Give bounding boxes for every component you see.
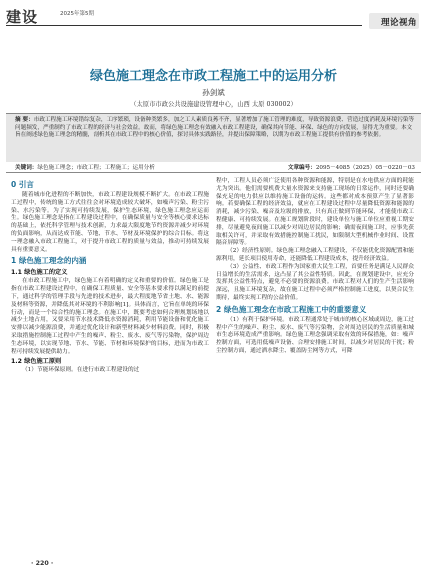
abstract-label: 摘 要： bbox=[15, 117, 34, 123]
article-number-text: 2095－4085（2025）05－0220－03 bbox=[315, 165, 415, 171]
keywords-text: 绿色施工理念；市政工程；工程施工；运用分析 bbox=[37, 165, 155, 171]
paragraph-r2: （2）经济性原则。绿色施工理念融入工程建设，不仅能优化资源配置和能源利用，延长项目使用寿命，还能降低工程建设成本，提升经济效益。 bbox=[216, 248, 414, 262]
author-affiliation: （太原市市政公共设施建设管理中心，山西 太原 030002） bbox=[130, 101, 297, 108]
subsection-heading-1-2: 1.2 绿色施工原则 bbox=[11, 358, 62, 366]
issue-label: 2025年第5期 bbox=[60, 11, 94, 17]
abstract-box bbox=[6, 113, 421, 162]
article-number bbox=[288, 163, 415, 171]
subsection-heading-1-1: 1.1 绿色施工的定义 bbox=[11, 269, 68, 277]
paragraph-1-1: 在市政工程施工中，绿色施工有着明确的定义和重要的价值。绿色施工是指在市政工程建设过程中，在确保工程质量、安全等基本要求得以满足的前提下，通过科学的管理手段与先进的技术进步，最大程度地节省土地、水、能源及材料等资源，并降低其对环境的不利影响[1]。具体而言，它旨在单纯的环保行动，而是一个综合性的施工理念。在施工中，既要考虑如何合理规划场地以减少土地占用，又要采用节水技术降低水资源消耗，利用节能设备和优化施工安排以减少能源浪费，并通过优化设计和新型材料减少材料浪费。同时，积极采取措施控制施工过程中产生的噪声、粉尘、废水、废气等污染物，保护周边生态环境，以实现节地、节水、节能、节材和环境保护的目标，进而为市政工程可持续发展提供助力。 bbox=[11, 278, 209, 355]
page-header bbox=[0, 0, 427, 44]
journal-logo: 建设 bbox=[6, 8, 39, 26]
header-rule bbox=[6, 25, 362, 26]
section-heading-intro: 0 引言 bbox=[11, 180, 34, 189]
author-name: 孙剑斌 bbox=[202, 88, 225, 97]
paragraph-r1: 程中，工程人员必须广泛使用各种资源和能源，特别是在水电供应方面的耗能尤为突出。他们需要机费大量水资源来支持施工现场的日常运作，同时还要确保充足的电力供应以维持施工设备的运转。这些都对成本预算产生了显著影响。若要确保工程的经济效益，就应在工程建设过程中尽量降低资源和能源的消耗，减少污染、噪音及垃圾的排放，只有真正做到节能环保，才能使市政工程健康、可持续发展。在施工规划阶段时，建设单位与施工单位应重视工期安排，尽量避免夜间施工以减少对周边居民的影响；确需夜间施工时，应事先获取相关许可，并采取有效措施控制施工扰民，如限制大型机械作业时间、设置隔音屏障等。 bbox=[216, 178, 414, 247]
keywords bbox=[15, 163, 155, 171]
article-number-label: 文章编号： bbox=[287, 165, 316, 171]
paper-title: 绿色施工理念在市政工程施工中的运用分析 bbox=[89, 69, 337, 84]
abstract-text: 市政工程施工环境错综复杂，工序繁琐，设备种类繁多，加之工人素质良莠不齐，显著增加了施工管理的难度，导致资源浪费、营造过度消耗及环境污染等问题频发，严重制约了市政工程的经济与社会效益。故而，将绿色施工理念有效融入市政工程建设，确保其向节能、环保、绿色的方向发展，显得尤为重要。本文旨在阐述绿色施工理念的精髓，剖析其在市政工程中的核心价值，探讨具体实践路径，并提出保障策略，以期为市政工程施工提供有价值的参考依据。 bbox=[15, 117, 415, 139]
section-heading-1: 1 绿色施工理念的内涵 bbox=[11, 256, 87, 266]
paragraph-r4: （1）有利于保护环境。市政工程通常处于城市的核心区域或周边，施工过程中产生的噪声、粉尘、废水、废气等污染物，会对周边居民的生活质量和城市生态环境造成严重影响。绿色施工理念强调采取有效的环保措施，如：噪声控制方面，可选用低噪声设备、合理安排施工时间，以减少对居民的干扰；粉尘控制方面，通过洒水降尘、覆盖防尘网等方式，可降 bbox=[216, 316, 414, 354]
section-heading-2: 2 绿色施工理念在市政工程施工中的重要意义 bbox=[216, 304, 367, 314]
intro-paragraph: 随着城市化进程的不断加快，市政工程建设规模不断扩大。在市政工程施工过程中，传统的施工方式往往会对环境造成较大破坏，如噪声污染、粉尘污染、水污染等。为了实现可持续发展，保护生态环境，绿色施工理念应运而生。绿色施工理念是指在工程建设过程中，在确保质量与安全等核心要求达标的基础上，依托科学管理与技术创新，力求最大限度地节约资源并减少对环境的负面影响，从而达成节能、节地、节水、节材及环境保护的综合目标。将这一理念融入市政工程施工，对于提升市政工程的质量与效益，推动可持续发展具有重要意义。 bbox=[11, 192, 209, 253]
paragraph-r3: （3）公益性、市政工程作为国家重大民生工程，首要任务是满足人民群众日益增长的生活需求，这凸显了其公益性特质。因此，在规划建设中，应充分发挥其公益性特点，避免不必要的资源浪费。市政工程对人们的生产生活影响深远，且施工环境复杂，故在施工过程中必须严格控制施工进度，以契合民生期待，最终实现工程的公益价值。 bbox=[216, 263, 414, 301]
page-number: · 220 · bbox=[31, 560, 54, 567]
section-label: 理论视角 bbox=[380, 18, 417, 28]
abstract bbox=[15, 117, 415, 140]
left-column bbox=[11, 178, 209, 375]
keywords-row bbox=[6, 162, 421, 173]
paragraph-1-2: （1）节能环保原则。在进行市政工程建设的过 bbox=[22, 367, 140, 374]
keywords-label: 关键词： bbox=[15, 165, 38, 171]
right-column bbox=[216, 178, 414, 356]
